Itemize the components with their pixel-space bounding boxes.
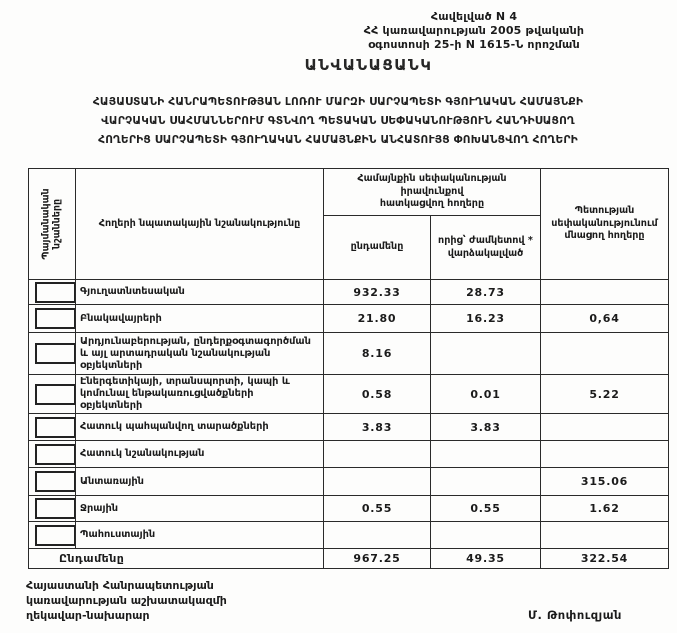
subcolumn-header-total: ընդամենը [324, 216, 431, 280]
legend-swatch-cell [29, 468, 76, 496]
column-header-state-line: մնացող հողերը [564, 230, 645, 242]
appendix-line: օգոստոսի 25-ի N 1615-Ն որոշման [368, 38, 580, 51]
row-label: Բնակավայրերի [76, 305, 324, 333]
legend-swatch-cell [29, 280, 76, 305]
signatory-position-line: ղեկավար-նախարար [26, 609, 150, 622]
value-state [541, 522, 669, 549]
row-label: Էներգետիկայի, տրանսպորտի, կապի և կոմունալ ենթակառուցվածքների օբյեկտների [76, 375, 324, 414]
legend-swatch-cell [29, 333, 76, 375]
value-total: 21.80 [324, 305, 431, 333]
value-leased: 28.73 [431, 280, 541, 305]
legend-swatch [35, 471, 76, 492]
row-label: Հատուկ պահպանվող տարածքների [76, 414, 324, 441]
document-subtitle [8, 93, 668, 150]
value-leased [431, 522, 541, 549]
legend-swatch [35, 343, 76, 364]
legend-swatch [35, 308, 76, 329]
legend-swatch-cell [29, 441, 76, 468]
value-state: 5.22 [541, 375, 669, 414]
table-row-industry [29, 333, 669, 375]
legend-swatch [35, 384, 76, 405]
table-row-reserve [29, 522, 669, 549]
row-label: Հատուկ նշանակության [76, 441, 324, 468]
value-leased: 0.55 [431, 496, 541, 522]
value-total: 0.58 [324, 375, 431, 414]
row-label: Գյուղատնտեսական [76, 280, 324, 305]
land-transfer-table [28, 168, 669, 569]
value-total [324, 468, 431, 496]
subcolumn-header-leased [431, 216, 541, 280]
table-row-energy-transport [29, 375, 669, 414]
total-value-total: 967.25 [324, 549, 431, 569]
value-total: 3.83 [324, 414, 431, 441]
table-row-special-purpose [29, 441, 669, 468]
row-label: Արդյունաբերության, ընդերքօգտագործման և այլ արտադրական նշանակության օբյեկտների [76, 333, 324, 375]
legend-swatch [35, 282, 76, 303]
column-header-state-line: սեփականությունում [551, 217, 658, 229]
column-header-symbols-label: Պայմանական նշանները [41, 188, 63, 260]
value-state [541, 333, 669, 375]
value-state [541, 414, 669, 441]
subtitle-line: ՀԱՅԱՍՏԱՆԻ ՀԱՆՐԱՊԵՏՈՒԹՅԱՆ ԼՈՌՈՒ ՄԱՐԶԻ ՍԱՐՉԱՊԵՏԻ ԳՅՈՒՂԱԿԱՆ ՀԱՄԱՅՆՔԻ [92, 96, 584, 108]
document-title: ԱՆՎԱՆԱՑԱՆԿ [304, 56, 433, 74]
legend-swatch [35, 498, 76, 519]
column-header-state-line: Պետության [574, 205, 635, 217]
total-row-label: Ընդամենը [29, 549, 324, 569]
row-label: Պահուստային [76, 522, 324, 549]
signatory-position-line: կառավարության աշխատակազմի [26, 594, 227, 607]
value-state [541, 441, 669, 468]
value-total: 932.33 [324, 280, 431, 305]
value-total: 8.16 [324, 333, 431, 375]
value-leased: 3.83 [431, 414, 541, 441]
value-leased: 0.01 [431, 375, 541, 414]
table-row-protected-areas [29, 414, 669, 441]
row-label: Ջրային [76, 496, 324, 522]
table-row-forest [29, 468, 669, 496]
column-header-transferred [324, 169, 541, 216]
total-value-leased: 49.35 [431, 549, 541, 569]
value-total [324, 522, 431, 549]
signatory-name: Մ. Թոփուզյան [528, 608, 622, 622]
table-row-total [29, 549, 669, 569]
subtitle-line: ՎԱՐՉԱԿԱՆ ՍԱՀՄԱՆՆԵՐՈՒՄ ԳՏՆՎՈՂ ՊԵՏԱԿԱՆ ՍԵՓԱԿԱՆՈՒԹՅՈՒՆ ՀԱՆԴԻՍԱՑՈՂ [101, 115, 575, 127]
legend-swatch [35, 417, 76, 438]
legend-swatch [35, 444, 76, 465]
signatory-position-line: Հայաստանի Հանրապետության [26, 579, 214, 592]
legend-swatch-cell [29, 496, 76, 522]
appendix-line: ՀՀ կառավարության 2005 թվականի [363, 24, 585, 37]
row-label: Անտառային [76, 468, 324, 496]
value-leased [431, 333, 541, 375]
legend-swatch-cell [29, 305, 76, 333]
value-total [324, 441, 431, 468]
value-state: 1.62 [541, 496, 669, 522]
total-value-state: 322.54 [541, 549, 669, 569]
legend-swatch-cell [29, 375, 76, 414]
appendix-reference-block [309, 10, 639, 52]
appendix-line: Հավելված N 4 [430, 10, 518, 23]
value-state: 315.06 [541, 468, 669, 496]
column-header-state-remaining [541, 169, 669, 280]
table-row-water [29, 496, 669, 522]
subcolumn-header-leased-line: որից՝ ժամկետով * [438, 235, 533, 247]
value-leased [431, 468, 541, 496]
legend-swatch [35, 525, 76, 546]
value-state [541, 280, 669, 305]
column-header-purpose: Հողերի նպատակային նշանակությունը [76, 169, 324, 280]
value-leased [431, 441, 541, 468]
subtitle-line: ՀՈՂԵՐԻՑ ՍԱՐՉԱՊԵՏԻ ԳՅՈՒՂԱԿԱՆ ՀԱՄԱՅՆՔԻՆ ԱՆՀԱՏՈՒՅՑ ՓՈԽԱՆՑՎՈՂ ՀՈՂԵՐԻ [98, 134, 578, 146]
value-leased: 16.23 [431, 305, 541, 333]
legend-swatch-cell [29, 414, 76, 441]
column-header-transferred-line: հատկացվող հողերը [379, 198, 485, 210]
column-header-transferred-line: Համայնքին սեփականության իրավունքով [357, 173, 507, 197]
column-header-symbols [29, 169, 76, 280]
signatory-position-block [26, 578, 227, 623]
table-row-settlements [29, 305, 669, 333]
subcolumn-header-leased-line: վարձակալված [447, 247, 524, 259]
value-total: 0.55 [324, 496, 431, 522]
table-row-agricultural [29, 280, 669, 305]
value-state: 0,64 [541, 305, 669, 333]
legend-swatch-cell [29, 522, 76, 549]
